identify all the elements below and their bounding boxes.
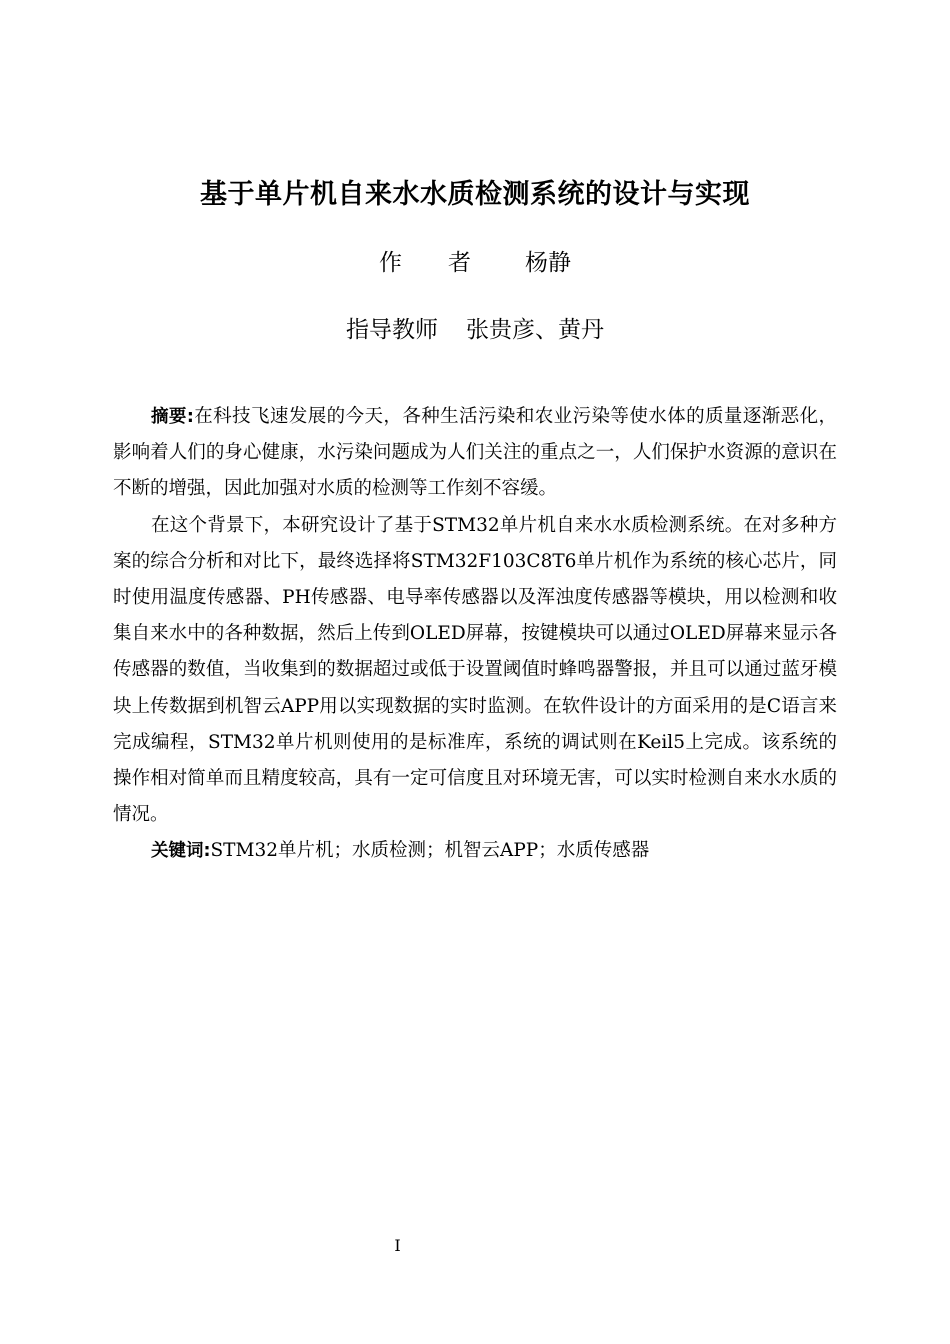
keywords-text: STM32单片机；水质检测；机智云APP；水质传感器 — [210, 840, 650, 862]
advisor-names: 张贵彦、黄丹 — [466, 317, 604, 343]
keywords-label: 关键词: — [151, 841, 211, 862]
author-label: 作者 — [379, 250, 517, 276]
author-name: 杨静 — [525, 250, 571, 276]
abstract-label: 摘要: — [151, 407, 194, 427]
paper-title: 基于单片机自来水水质检测系统的设计与实现 — [200, 179, 750, 210]
advisor-line — [0, 311, 950, 344]
abstract-text-1: 在科技飞速发展的今天，各种生活污染和农业污染等使水体的质量逐渐恶化，影响着人们的身心健康，水污染问题成为人们关注的重点之一，人们保护水资源的意识在不断的增强，因此加强对水质的检测等工作刻不容缓。 — [113, 406, 837, 500]
page-number: I — [394, 1236, 401, 1255]
abstract-paragraph-1 — [113, 399, 837, 508]
author-line — [0, 244, 950, 277]
abstract-section — [113, 399, 837, 870]
advisor-label: 指导教师 — [346, 317, 438, 343]
keywords-paragraph — [113, 833, 837, 869]
abstract-paragraph-2: 在这个背景下，本研究设计了基于STM32单片机自来水水质检测系统。在对多种方案的综合分析和对比下，最终选择将STM32F103C8T6单片机作为系统的核心芯片，同时使用温度传感器、PH传感器、电导率传感器以及浑浊度传感器等模块，用以检测和收集自来水中的各种数据，然后上传到OLED屏幕，按键模块可以通过OLED屏幕来显示各传感器的数值，当收集到的数据超过或低于设置阈值时蜂鸣器警报，并且可以通过蓝牙模块上传数据到机智云APP用以实现数据的实时监测。在软件设计的方面采用的是C语言来完成编程，STM32单片机则使用的是标准库，系统的调试则在Keil5上完成。该系统的操作相对简单而且精度较高，具有一定可信度且对环境无害，可以实时检测自来水水质的情况。 — [113, 514, 837, 826]
